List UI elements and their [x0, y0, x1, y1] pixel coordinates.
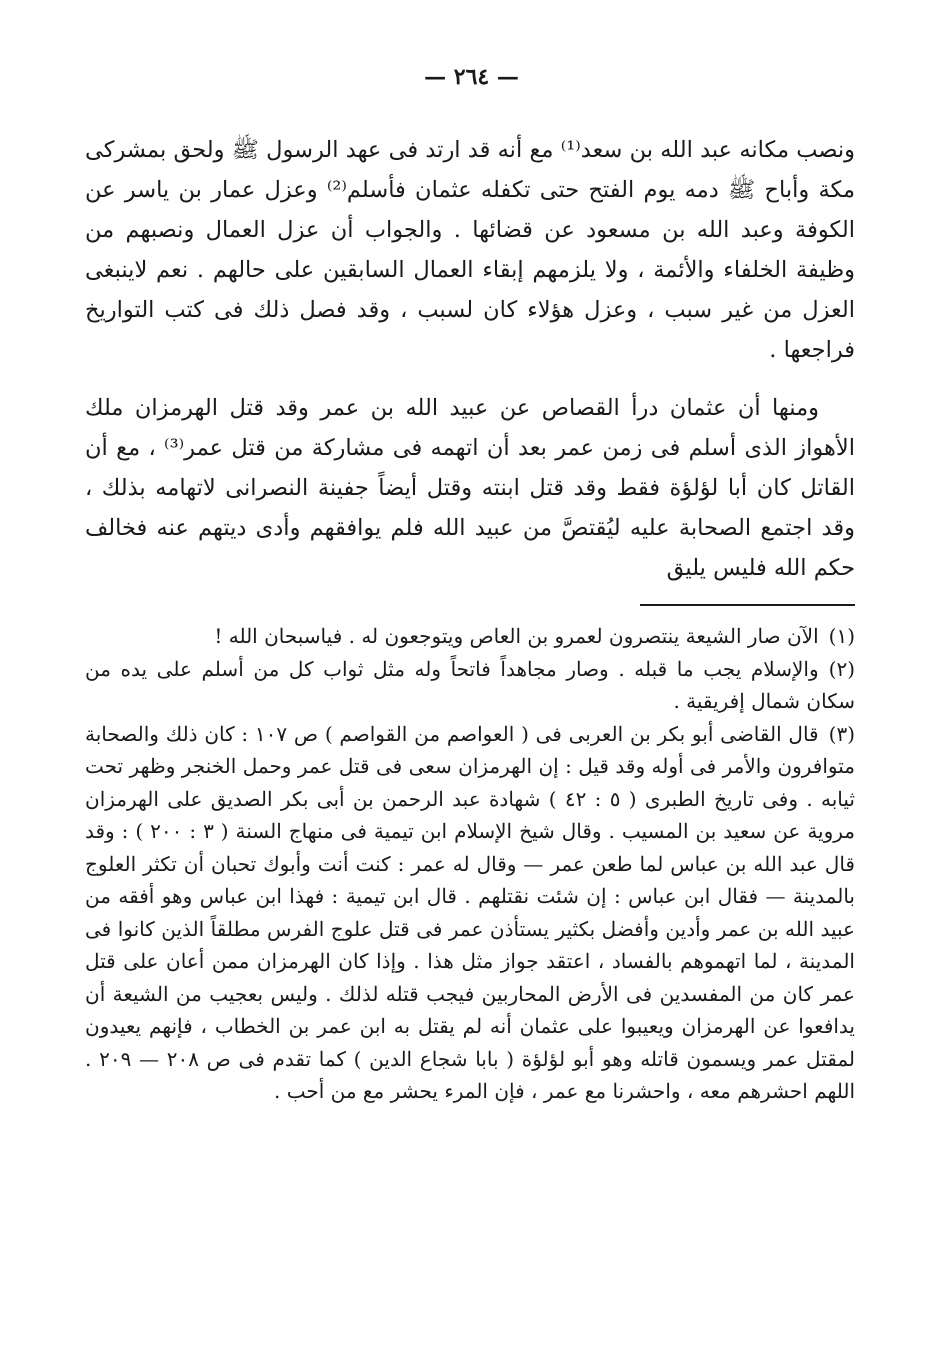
- footnote-2: [85, 653, 855, 718]
- footnote-1-text: الآن صار الشيعة ينتصرون لعمرو بن العاص ويتوجعون له . فياسبحان الله !: [214, 624, 819, 648]
- main-text-body: [85, 130, 855, 588]
- paragraph-2: ومنها أن عثمان درأ القصاص عن عبيد الله بن عمر وقد قتل الهرمزان ملك الأهواز الذى أسلم فى زمن عمر بعد أن اتهمه فى مشاركة من قتل عمر⁽³⁾ ، مع أن القاتل كان أبا لؤلؤة فقط وقد قتل ابنته وقتل أيضاً جفينة النصرانى لاتهامه بذلك ، وقد اجتمع الصحابة عليه ليُقتصَّ من عبيد الله فلم يوافقهم وأدى ديتهم عنه فخالف حكم الله فليس يليق: [85, 395, 855, 581]
- footnote-2-number: (٢): [828, 656, 855, 681]
- footnote-2-text: والإسلام يجب ما قبله . وصار مجاهداً فاتحاً وله مثل ثواب كل من أسلم على يده من سكان شمال إفريقية .: [85, 656, 855, 713]
- footnote-separator: [640, 604, 855, 606]
- footnote-3-text: قال القاضى أبو بكر بن العربى فى ( العواصم من القواصم ) ص ١٠٧ : كان ذلك والصحابة متوافرون والأمر فى أوله وقد قيل : إن الهرمزان سعى فى قتل عمر وحمل الخنجر وظهر تحت ثيابه . وفى تاريخ الطبرى ( ٥ : ٤٢ ) شهادة عبد الرحمن بن أبى بكر الصديق على الهرمزان مروية عن سعيد بن المسيب . وقال شيخ الإسلام ابن تيمية فى منهاج السنة ( ٣ : ٢٠٠ ) : وقد قال عبد الله بن عباس لما طعن عمر — وقال له عمر : كنت أنت وأبوك تحبان أن تكثر العلوج بالمدينة — فقال ابن عباس : إن شئت نقتلهم . قال ابن تيمية : فهذا ابن عباس وهو أفقه من عبيد الله بن عمر وأدين وأفضل بكثير يستأذن عمر فى قتل علوج الفرس مطلقاً الذين كانوا فى المدينة ، لما اتهموهم بالفساد ، اعتقد جواز مثل هذا . وإذا كان الهرمزان ممن أعان على قتل عمر كان من المفسدين فى الأرض المحاربين فيجب قتله لذلك . وليس بعجيب من الشيعة أن يدافعوا عن الهرمزان ويعيبوا على عثمان أنه لم يقتل به ابن عمر بن الخطاب ، فإنهم يعيدون لمقتل عمر ويسمون قاتله وهو أبو لؤلؤة ( بابا شجاع الدين ) كما تقدم فى ص ٢٠٨ — ٢٠٩ . اللهم احشرهم معه ، واحشرنا مع عمر ، فإن المرء يحشر مع من أحب .: [85, 721, 856, 1103]
- footnote-1-number: (١): [828, 624, 855, 648]
- page-number: — ٢٦٤ —: [424, 64, 519, 90]
- footnote-3: [85, 718, 855, 1108]
- footnotes: [85, 620, 855, 1108]
- paragraph-1: ونصب مكانه عبد الله بن سعد⁽¹⁾ مع أنه قد ارتد فى عهد الرسول ﷺ ولحق بمشركى مكة وأباح ﷺ دمه يوم الفتح حتى تكفله عثمان فأسلم⁽²⁾ وعزل عمار بن ياسر عن الكوفة وعبد الله بن مسعود عن قضائها . والجواب أن عزل العمال ونصبهم من وظيفة الخلفاء والأئمة ، ولا يلزمهم إبقاء العمال السابقين على حالهم . نعم لاينبغى العزل من غير سبب ، وعزل هؤلاء كان لسبب ، وقد فصل ذلك فى كتب التواريخ فراجعها .: [85, 137, 855, 363]
- footnote-3-number: (٣): [828, 721, 855, 746]
- footnote-1: [85, 620, 855, 653]
